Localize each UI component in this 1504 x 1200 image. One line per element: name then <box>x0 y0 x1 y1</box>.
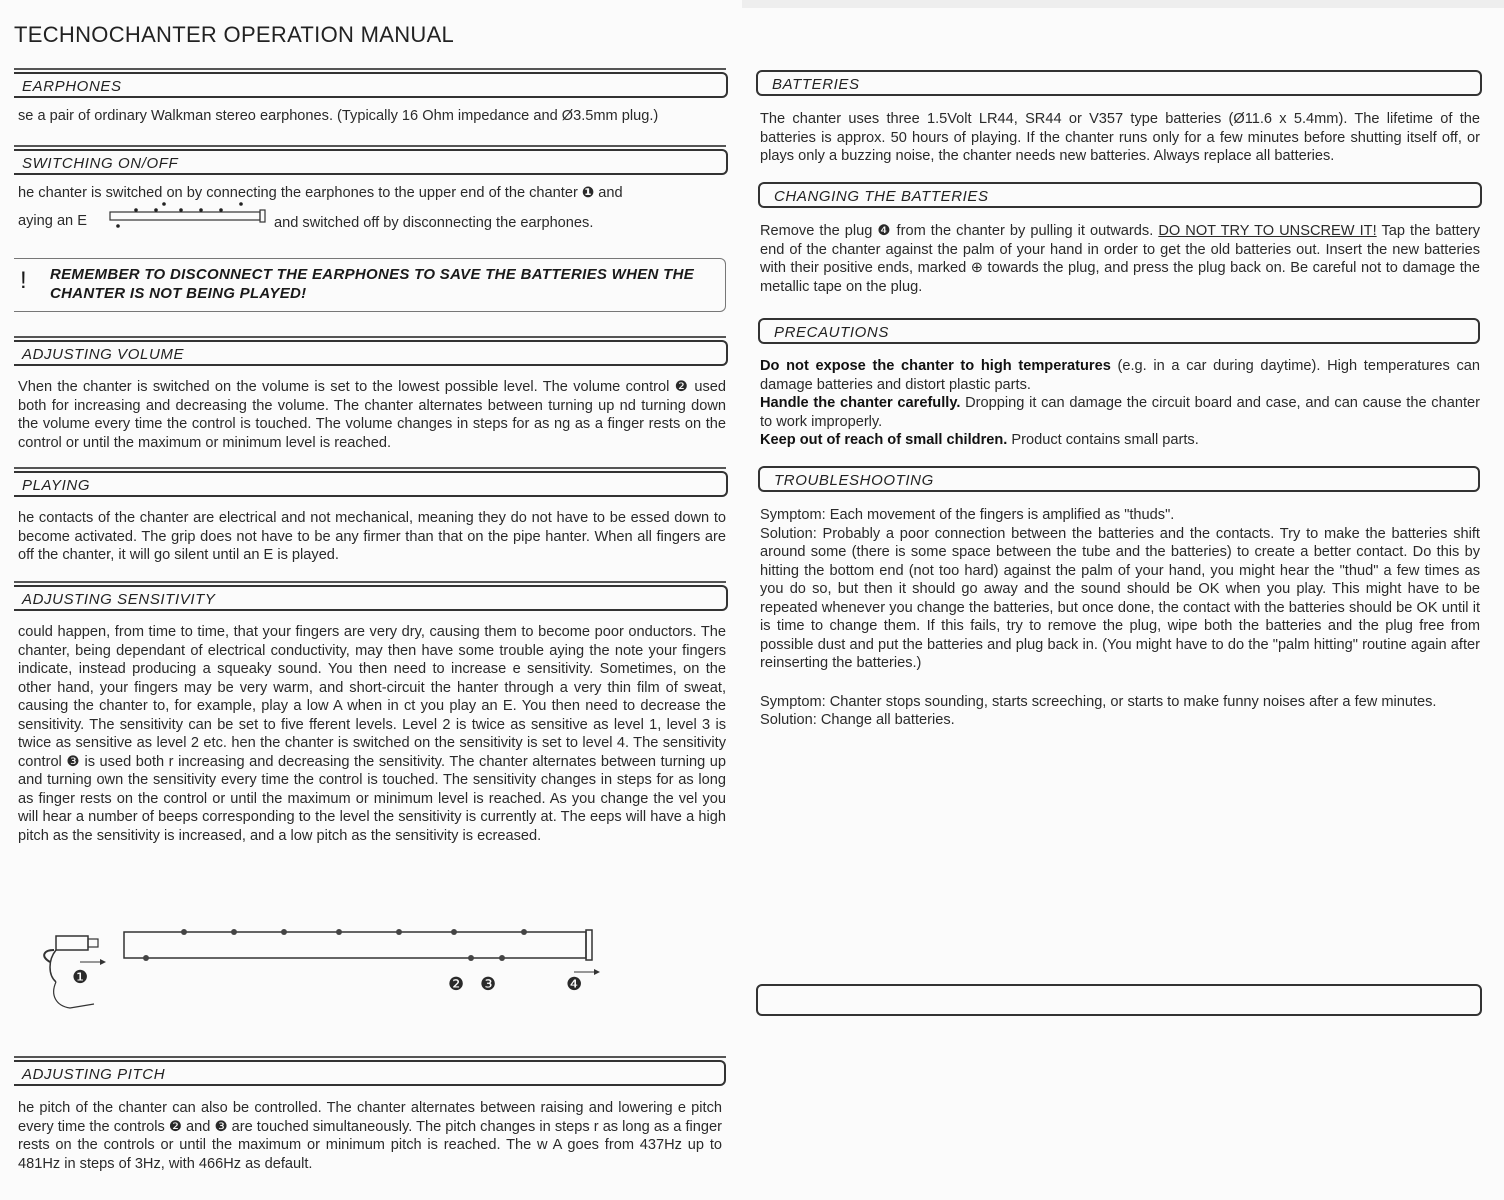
solution-2: Solution: Change all batteries. <box>760 712 955 728</box>
volume-text: Vhen the chanter is switched on the volume is set to the lowest possible level. The volume control ❷ used both for increasing and decreasing the volume. The chanter alternates between turning up nd turning down the volume every time the control is touched. The volume changes in steps for as ng as a finger rests on the control or until the maximum or minimum level is reached. <box>18 379 726 451</box>
section-rule <box>14 336 726 338</box>
changing-batteries-heading: CHANGING THE BATTERIES <box>758 182 1482 208</box>
switching-line-2-start: aying an E <box>18 213 87 229</box>
empty-box <box>756 984 1482 1016</box>
section-rule <box>14 1056 726 1058</box>
volume-heading: ADJUSTING VOLUME <box>14 340 728 366</box>
switching-heading: SWITCHING ON/OFF <box>14 149 728 175</box>
precaution-3-bold: Keep out of reach of small children. <box>760 432 1008 448</box>
diagram-num-1: ❶ <box>72 967 89 987</box>
sensitivity-text: could happen, from time to time, that your fingers are very dry, causing them to become poor onductors. The chanter, being dependant of electrical conductivity, may then have some trouble aying the note your fingers indicate, instead producing a squeaky sound. You then need to increase e sensitivity. Sometimes, on the other hand, your fingers may be very warm, and short-circuit the hanter through a very thin film of sweat, causing the chanter to, for example, play a low A when in ct you play an E. You then need to decrease the sensitivity. The sensitivity can be set to five fferent levels. Level 2 is twice as sensitive as level 1, level 3 is twice as sensitive as level 2 etc. hen the chanter is switched on the sensitivity is set to level 4. The sensitivity control ❸ is used both r increasing and decreasing the sensitivity. The chanter alternates between turning up and turning own the sensitivity every time the control is touched. The sensitivity changes in steps for as long as finger rests on the control or until the maximum or minimum level is reached. As you change the vel you will hear a number of beeps corresponding to the level the sensitivity is currently at. The eeps will have a high pitch as the sensitivity is increased, and a low pitch as the sensitivity is ecreased. <box>18 624 726 844</box>
right-column <box>756 0 1482 1200</box>
switching-line-1-text: he chanter is switched on by connecting the earphones to the upper end of the chanter <box>18 185 578 201</box>
changing-text-b: Tap the battery end of the chanter against the palm of your hand in order to get the old batteries out. Insert the new batteries with their positive ends, marked ⊕ towards the plug, and press the plug back on. Be careful not to damage the metallic tape on the plug. <box>760 223 1481 295</box>
troubleshooting-heading: TROUBLESHOOTING <box>758 466 1480 492</box>
playing-text: he contacts of the chanter are electrical and not mechanical, meaning they do not have to be essed down to become activated. The grip does not have to be any firmer than that on the pipe hanter. When all fingers are off the chanter, it will go silent until an E is played. <box>18 510 726 563</box>
diagram-num-2: ❷ <box>448 974 465 994</box>
pitch-text: he pitch of the chanter can also be controlled. The chanter alternates between raising and lowering e pitch every time the controls ❷ and ❸ are touched simultaneously. The pitch changes in steps r as long as a finger rests on the controls or until the maximum or minimum pitch is reached. The w A goes from 437Hz up to 481Hz in steps of 3Hz, with 466Hz as default. <box>18 1100 722 1172</box>
precaution-2-rest: Dropping it can damage the circuit board and case, and can cause the chanter to work improperly. <box>760 395 1480 430</box>
switching-line-2-end: and switched off by disconnecting the earphones. <box>274 215 594 231</box>
precautions-text <box>760 357 1480 450</box>
warning-mark: ! <box>20 267 27 294</box>
precaution-3-rest: Product contains small parts. <box>1011 432 1199 448</box>
section-rule <box>14 581 726 583</box>
chanter-diagram <box>34 920 614 1020</box>
section-rule <box>14 467 726 469</box>
warning-box <box>14 258 726 312</box>
changing-text-a: Remove the plug ❹ from the chanter by pulling it outwards. <box>760 223 1154 239</box>
playing-heading: PLAYING <box>14 471 728 497</box>
diagram-num-4: ❹ <box>566 974 583 994</box>
earphones-heading: EARPHONES <box>14 72 728 98</box>
left-column <box>14 0 728 1200</box>
section-rule <box>14 68 726 70</box>
diagram-num-3: ❸ <box>480 974 497 994</box>
earphones-text: se a pair of ordinary Walkman stereo earphones. (Typically 16 Ohm impedance and Ø3.5mm plug.) <box>18 108 659 124</box>
precaution-2-bold: Handle the chanter carefully. <box>760 395 961 411</box>
pitch-heading: ADJUSTING PITCH <box>14 1060 726 1086</box>
changing-batteries-text <box>760 222 1480 296</box>
manual-title: TECHNOCHANTER OPERATION MANUAL <box>14 22 455 47</box>
switching-line-1-end: and <box>598 185 623 201</box>
precaution-1-bold: Do not expose the chanter to high temperatures <box>760 358 1111 374</box>
sensitivity-heading: ADJUSTING SENSITIVITY <box>14 585 728 611</box>
batteries-text: The chanter uses three 1.5Volt LR44, SR44 or V357 type batteries (Ø11.6 x 5.4mm). The lifetime of the batteries is approx. 50 hours of playing. If the chanter runs only for a few minutes before shutting itself off, or plays only a buzzing noise, the chanter needs new batteries. Always replace all batteries. <box>760 111 1480 164</box>
symptom-2: Symptom: Chanter stops sounding, starts screeching, or starts to make funny noises after a few minutes. <box>760 693 1437 710</box>
precautions-heading: PRECAUTIONS <box>758 318 1480 344</box>
changing-warning-underlined: DO NOT TRY TO UNSCREW IT! <box>1158 223 1377 239</box>
batteries-heading: BATTERIES <box>756 70 1482 96</box>
warning-text: REMEMBER TO DISCONNECT THE EARPHONES TO SAVE THE BATTERIES WHEN THE CHANTER IS NOT BEING PLAYED! <box>50 266 695 302</box>
section-rule <box>14 145 726 147</box>
precaution-1-rest: (e.g. in a car during daytime). High temperatures can damage batteries and distort plastic parts. <box>760 358 1480 393</box>
small-chanter-icon <box>106 198 276 232</box>
troubleshooting-text <box>760 506 1480 730</box>
symptom-1: Symptom: Each movement of the fingers is amplified as "thuds". <box>760 507 1175 523</box>
connector-number-1: ❶ <box>581 185 595 201</box>
solution-1: Solution: Probably a poor connection between the batteries and the contacts. Try to make the batteries shift around some (there is some space between the tube and the batteries) to create a better contact. Do this by hitting the bottom end (not too hard) against the palm of your hand, you might hear the "thud" a few times as you do so, but then it should go away and the sound should be OK when you play. This might have to be repeated whenever you change the batteries, but once done, the contact with the batteries should be OK until it is time to change them. If this fails, try to remove the plug, wipe both the batteries and the plug free from possible dust and put the batteries and plug back in. (You might have to do the "palm hitting" routine again after reinserting the batteries.) <box>760 525 1480 671</box>
